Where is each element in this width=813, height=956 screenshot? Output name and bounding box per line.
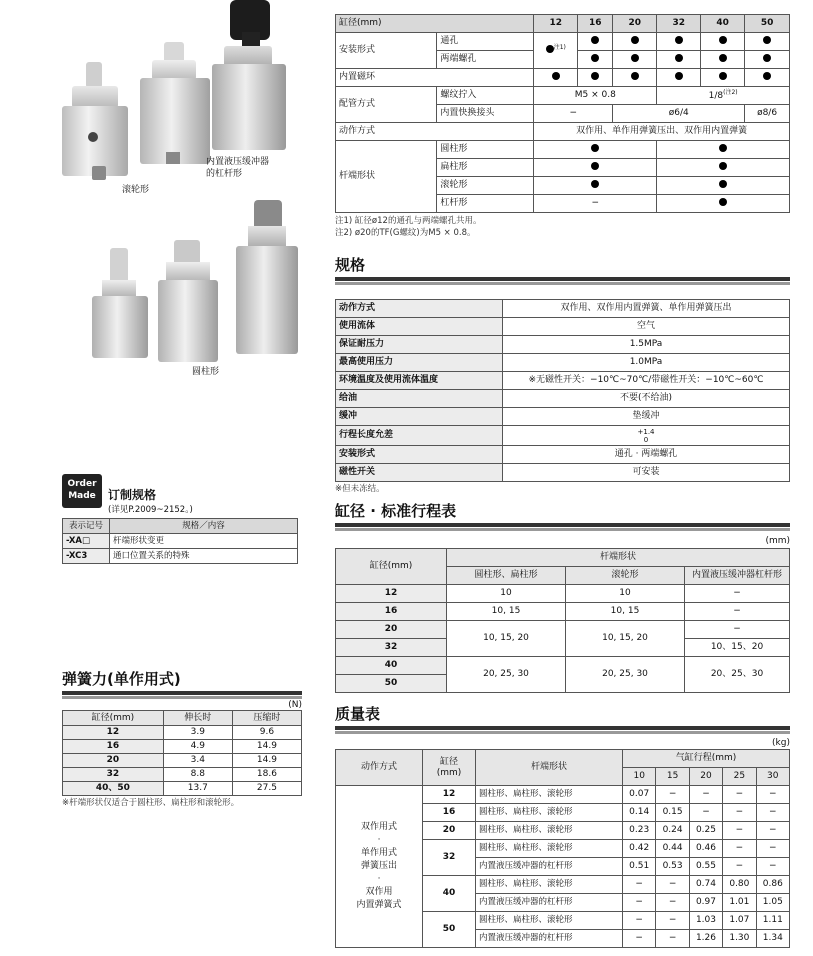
stroke-bore-20: 20: [336, 621, 447, 639]
mass-rod: 内置液压缓冲器的杠杆形: [476, 930, 623, 948]
order-code: -XA□: [63, 534, 110, 549]
stroke-table: 缸径(mm) 杆端形状 圆柱形、扁柱形 滚轮形 内置液压缓冲器杠杆形 12 10 10 − 16 10, 15 10, 15 − 20 10, 15, 20 10, 15, 20 − 32 10、15、20 40 20, 25, 30 20, 25, 30 20、25、30 50: [335, 548, 790, 693]
order-row: [63, 534, 298, 549]
mass-value: 0.51: [623, 858, 656, 876]
photo-round-small: [90, 248, 150, 368]
spec-value: 通孔 · 两端螺孔: [503, 446, 790, 464]
spec-key: 缓冲: [336, 408, 503, 426]
mass-value: −: [756, 804, 789, 822]
spring-comp: 14.9: [232, 740, 301, 754]
order-col1: 表示记号: [63, 519, 110, 534]
rod-roller: 滚轮形: [437, 177, 534, 195]
spec-value: 1.0MPa: [503, 354, 790, 372]
spec-value: 1.5MPa: [503, 336, 790, 354]
order-subtitle: (详见P.2009~2152。): [108, 505, 193, 515]
spec-row: [336, 408, 790, 426]
mass-value: 1.30: [723, 930, 756, 948]
stroke-bore-40: 40: [336, 657, 447, 675]
overview-table-wrap: [335, 14, 790, 239]
order-made-logo: Order Made: [62, 474, 102, 508]
bore-12: 12: [534, 15, 578, 33]
spec-key: 保证耐压力: [336, 336, 503, 354]
specs-note: ※但未冻结。: [335, 484, 385, 494]
mass-value: −: [723, 786, 756, 804]
spring-unit: (N): [288, 700, 302, 710]
spec-key: 使用流体: [336, 318, 503, 336]
spring-ext: 3.9: [163, 726, 232, 740]
spec-value: 双作用、双作用内置弹簧、单作用弹簧压出: [503, 300, 790, 318]
photo-round-mid: [156, 240, 220, 366]
mass-stroke-15: 15: [656, 768, 689, 786]
quick-64: ø6/4: [613, 105, 745, 123]
mass-bore: 32: [423, 840, 476, 876]
mass-value: −: [756, 858, 789, 876]
mass-value: 0.86: [756, 876, 789, 894]
action-value: 双作用、单作用弹簧压出、双作用内置弹簧: [534, 123, 790, 141]
mass-value: 1.26: [689, 930, 722, 948]
rod-lever: 杠杆形: [437, 195, 534, 213]
mass-value: −: [623, 876, 656, 894]
mass-value: 1.01: [723, 894, 756, 912]
spring-ext: 8.8: [163, 768, 232, 782]
thread-18: $1/8^{(注2)}$: [657, 87, 790, 105]
spring-ext: 4.9: [163, 740, 232, 754]
mass-value: −: [756, 822, 789, 840]
mass-value: −: [623, 912, 656, 930]
mass-value: 0.24: [656, 822, 689, 840]
mass-title: 质量表: [335, 705, 381, 723]
order-desc: 通口位置关系的特殊: [110, 549, 298, 564]
mass-rod: 圆柱形、扁柱形、滚轮形: [476, 840, 623, 858]
spring-row: [63, 754, 302, 768]
mass-bore: 40: [423, 876, 476, 912]
mass-value: −: [656, 894, 689, 912]
order-col2: 规格／内容: [110, 519, 298, 534]
spec-key: 给油: [336, 390, 503, 408]
spring-title: 弹簧力(单作用式): [62, 670, 181, 688]
stroke-bore-12: 12: [336, 585, 447, 603]
mass-value: −: [723, 858, 756, 876]
spec-value: 空气: [503, 318, 790, 336]
mass-bore: 20: [423, 822, 476, 840]
mass-value: 0.23: [623, 822, 656, 840]
mass-rod: 内置液压缓冲器的杠杆形: [476, 858, 623, 876]
overview-table: [335, 14, 790, 213]
stroke-col2: 滚轮形: [566, 567, 685, 585]
mass-action-label: 动作方式: [336, 750, 423, 786]
photo-flat-type: [136, 42, 214, 172]
stroke-col3: 内置液压缓冲器杠杆形: [685, 567, 790, 585]
mass-value: −: [723, 804, 756, 822]
mass-value: 1.05: [756, 894, 789, 912]
product-photos: [40, 0, 290, 390]
spring-bore: 40、50: [63, 782, 164, 796]
order-table: [62, 518, 298, 564]
quick-dash: −: [534, 105, 613, 123]
mass-value: 0.46: [689, 840, 722, 858]
mass-stroke-10: 10: [623, 768, 656, 786]
thread-m5: M5 × 0.8: [534, 87, 657, 105]
mass-value: −: [656, 786, 689, 804]
mass-action-text: 双作用式 · 单作用式 弹簧压出 · 双作用 内置弹簧式: [336, 786, 423, 948]
bore-16: 16: [578, 15, 613, 33]
mount-12: 注1): [534, 33, 578, 69]
stroke-section: [335, 500, 790, 693]
order-desc: 杆端形状变更: [110, 534, 298, 549]
spring-col-bore: 缸径(mm): [63, 711, 164, 726]
spec-row: [336, 336, 790, 354]
spring-row: [63, 768, 302, 782]
overview-note2: 注2) ø20的TF(G螺纹)为M5 × 0.8。: [335, 228, 476, 238]
mass-value: 0.53: [656, 858, 689, 876]
stroke-title: 缸径 · 标准行程表: [335, 502, 457, 520]
mass-rod-label: 杆端形状: [476, 750, 623, 786]
stroke-col1: 圆柱形、扁柱形: [447, 567, 566, 585]
spring-comp: 18.6: [232, 768, 301, 782]
spec-row: [336, 372, 790, 390]
mass-value: 0.25: [689, 822, 722, 840]
action-label: 动作方式: [336, 123, 534, 141]
mass-value: 1.03: [689, 912, 722, 930]
mass-table: [335, 749, 790, 948]
specs-table: [335, 299, 790, 482]
mass-value: 0.44: [656, 840, 689, 858]
rod-round: 圆柱形: [437, 141, 534, 159]
mass-bore-label: 缸径 (mm): [423, 750, 476, 786]
mass-rod: 内置液压缓冲器的杠杆形: [476, 894, 623, 912]
thread-label: 螺纹拧入: [437, 87, 534, 105]
bore-20: 20: [613, 15, 657, 33]
mass-bore: 50: [423, 912, 476, 948]
mass-stroke-25: 25: [723, 768, 756, 786]
photo-round-large: [234, 200, 298, 358]
order-row: [63, 549, 298, 564]
label-roller-type: 滚轮形: [122, 185, 150, 195]
mass-stroke-label: 气缸行程(mm): [623, 750, 790, 768]
bore-50: 50: [745, 15, 790, 33]
stroke-bore-32: 32: [336, 639, 447, 657]
mass-value: −: [656, 930, 689, 948]
mass-value: −: [623, 930, 656, 948]
spec-key: 磁性开关: [336, 464, 503, 482]
mass-value: 0.80: [723, 876, 756, 894]
mass-value: 1.34: [756, 930, 789, 948]
specs-title: 规格: [335, 256, 366, 274]
mass-stroke-30: 30: [756, 768, 789, 786]
rod-lever-dash: −: [534, 195, 657, 213]
mass-value: 0.55: [689, 858, 722, 876]
spec-row: [336, 354, 790, 372]
rod-label: 杆端形状: [336, 141, 437, 213]
bore-32: 32: [657, 15, 701, 33]
spec-key: 安装形式: [336, 446, 503, 464]
spring-ext: 13.7: [163, 782, 232, 796]
mass-rod: 圆柱形、扁柱形、滚轮形: [476, 804, 623, 822]
spring-comp: 9.6: [232, 726, 301, 740]
stroke-bore-label: 缸径(mm): [336, 549, 447, 585]
spec-key-stroke: 行程长度允差: [336, 426, 503, 446]
spec-key: 最高使用压力: [336, 354, 503, 372]
mass-value: −: [723, 822, 756, 840]
bore-40: 40: [701, 15, 745, 33]
mass-value: 0.74: [689, 876, 722, 894]
spec-key: 环境温度及使用流体温度: [336, 372, 503, 390]
mass-value: −: [723, 840, 756, 858]
mass-stroke-20: 20: [689, 768, 722, 786]
mass-value: −: [623, 894, 656, 912]
overview-header-label: 缸径(mm): [336, 15, 534, 33]
spec-value: 可安装: [503, 464, 790, 482]
mass-value: 0.14: [623, 804, 656, 822]
mass-value: 0.97: [689, 894, 722, 912]
mass-rod: 圆柱形、扁柱形、滚轮形: [476, 786, 623, 804]
spec-row: [336, 300, 790, 318]
spring-bore: 32: [63, 768, 164, 782]
spring-section: [62, 668, 302, 809]
spec-row: [336, 318, 790, 336]
overview-note1: 注1) 缸径ø12的通孔与两端螺孔共用。: [335, 216, 482, 226]
mass-value: 0.07: [623, 786, 656, 804]
spring-table: [62, 710, 302, 796]
label-round-type: 圆柱形: [192, 367, 220, 377]
spec-row: [336, 390, 790, 408]
spring-ext: 3.4: [163, 754, 232, 768]
spec-val-stroke: +1.4 0: [503, 426, 790, 446]
mount-through: 通孔: [437, 33, 534, 51]
spec-value: ※无磁性开关：−10℃~70℃/带磁性开关：−10℃~60℃: [503, 372, 790, 390]
specs-section: [335, 254, 790, 495]
order-title: 订制规格: [108, 488, 157, 502]
mount-label: 安装形式: [336, 33, 437, 69]
mass-value: 0.42: [623, 840, 656, 858]
mass-value: −: [656, 876, 689, 894]
spring-bore: 16: [63, 740, 164, 754]
piping-label: 配管方式: [336, 87, 437, 123]
spec-value: 不要(不给油): [503, 390, 790, 408]
quick-label: 内置快换接头: [437, 105, 534, 123]
spring-row: [63, 726, 302, 740]
mass-rod: 圆柱形、扁柱形、滚轮形: [476, 876, 623, 894]
spec-value: 垫缓冲: [503, 408, 790, 426]
spring-bore: 12: [63, 726, 164, 740]
mount-both: 两端螺孔: [437, 51, 534, 69]
mass-value: −: [756, 786, 789, 804]
mass-value: −: [689, 804, 722, 822]
mass-value: −: [656, 912, 689, 930]
spring-col-ext: 伸长时: [163, 711, 232, 726]
photo-roller-type: [58, 62, 130, 182]
mass-row: [336, 786, 790, 804]
stroke-unit: (mm): [765, 536, 790, 546]
order-code: -XC3: [63, 549, 110, 564]
stroke-bore-16: 16: [336, 603, 447, 621]
spring-note: ※杆端形状仅适合于圆柱形、扁柱形和滚轮形。: [62, 798, 240, 808]
stroke-rod-label: 杆端形状: [447, 549, 790, 567]
spec-row: [336, 446, 790, 464]
rod-flat: 扁柱形: [437, 159, 534, 177]
mass-value: 0.15: [656, 804, 689, 822]
spring-row: [63, 740, 302, 754]
mass-rod: 圆柱形、扁柱形、滚轮形: [476, 912, 623, 930]
spring-comp: 27.5: [232, 782, 301, 796]
label-lever-type: 内置液压缓冲器 的杠杆形: [206, 157, 270, 179]
mass-bore: 16: [423, 804, 476, 822]
mass-rod: 圆柱形、扁柱形、滚轮形: [476, 822, 623, 840]
spec-key: 动作方式: [336, 300, 503, 318]
mass-value: 1.11: [756, 912, 789, 930]
quick-86: ø8/6: [745, 105, 790, 123]
magnet-label: 内置磁环: [336, 69, 534, 87]
mass-section: [335, 703, 790, 948]
photo-lever-type: [208, 0, 288, 150]
spring-bore: 20: [63, 754, 164, 768]
mass-bore: 12: [423, 786, 476, 804]
mass-value: 1.07: [723, 912, 756, 930]
spring-col-comp: 压缩时: [232, 711, 301, 726]
mass-unit: (kg): [772, 738, 790, 748]
mass-value: −: [689, 786, 722, 804]
stroke-bore-50: 50: [336, 675, 447, 693]
spring-comp: 14.9: [232, 754, 301, 768]
mass-value: −: [756, 840, 789, 858]
spring-row: [63, 782, 302, 796]
spec-row: [336, 464, 790, 482]
